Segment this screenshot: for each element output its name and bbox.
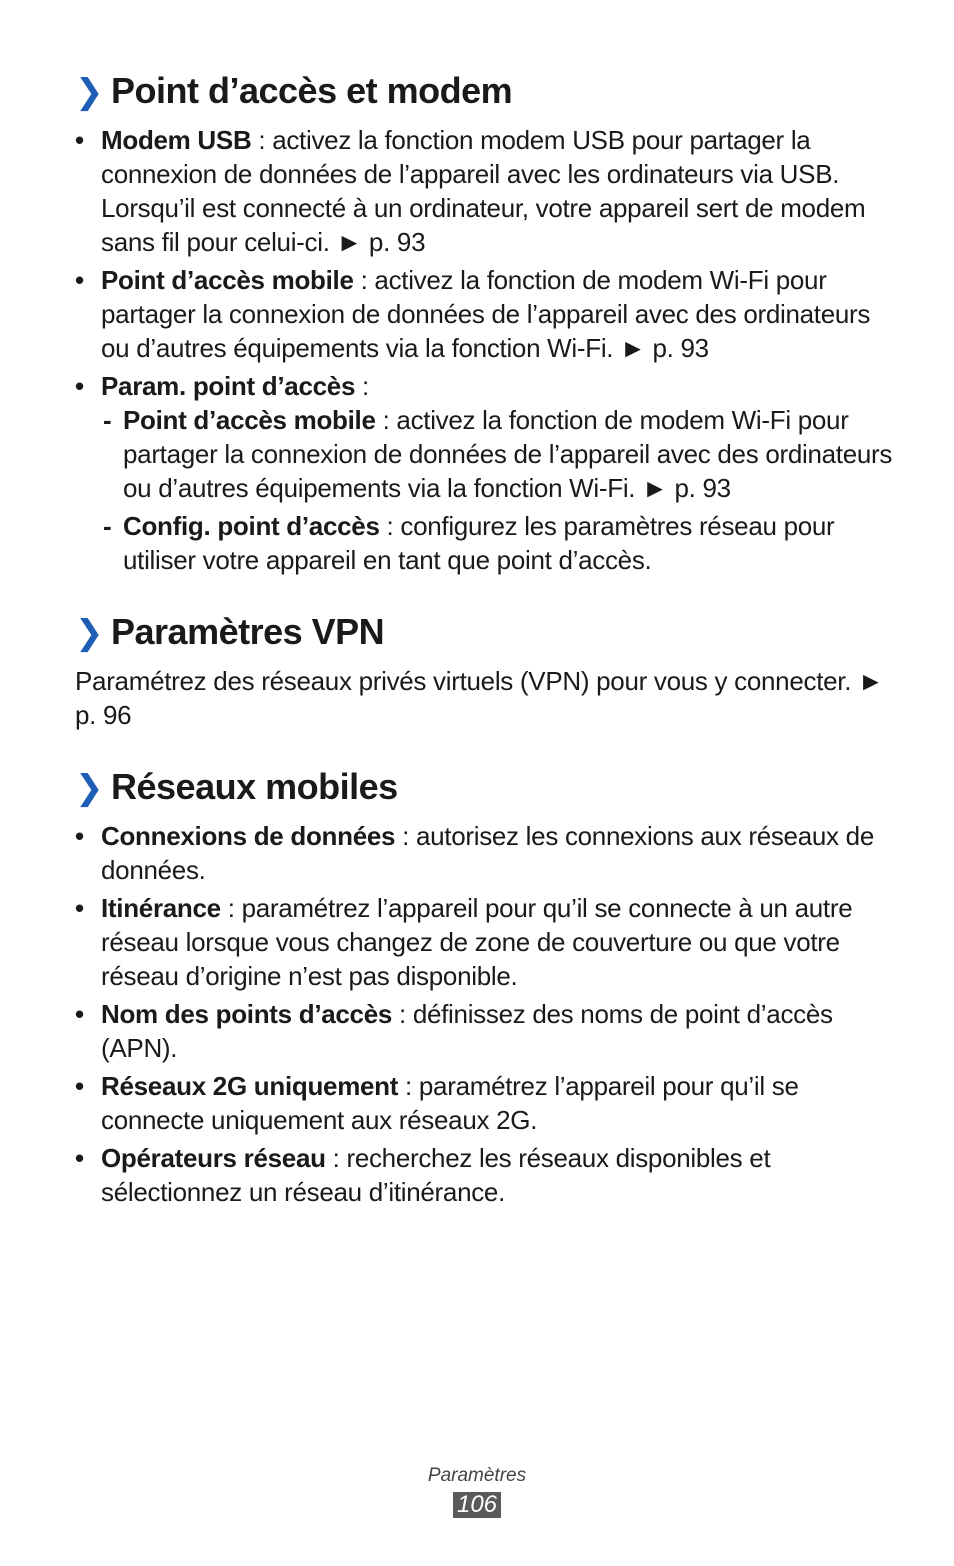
section-mobile-networks [75,762,895,1209]
chevron-right-icon: ❯ [75,614,103,652]
sub-list-item: - Config. point d’accès : configurez les paramètres réseau pour utiliser votre appareil en tant que point d’accès. [101,509,895,577]
list-item: • Modem USB : activez la fonction modem USB pour partager la connexion de données de l’appareil avec les ordinateurs via USB. Lorsqu’il est connecté à un ordinateur, votre appareil sert de modem sans fil pour celui-ci. ► p. 93 [75,123,895,259]
page-footer [0,1464,954,1518]
section-title: ❯ Point d’accès et modem [75,66,895,117]
sub-list [101,403,895,577]
list-item: • Itinérance : paramétrez l’appareil pour qu’il se connecte à un autre réseau lorsque vous changez de zone de couverture ou que votre réseau d’origine n’est pas disponible. [75,891,895,993]
section-title: ❯ Réseaux mobiles [75,762,895,813]
section-hotspot [75,66,895,577]
list-item: • Connexions de données : autorisez les connexions aux réseaux de données. [75,819,895,887]
list-item: • Param. point d’accès : - Point d’accès mobile : activez la fonction de modem Wi-Fi pour partager la connexion de données de l’appareil avec des ordinateurs ou d’autres équipements via la fonction Wi-Fi. ► p. 93 - Config. point d’accès : configurez les paramètres réseau pour utiliser votre appareil en tant que point d’accès. [75,369,895,577]
sub-list-item: - Point d’accès mobile : activez la fonction de modem Wi-Fi pour partager la connexion de données de l’appareil avec des ordinateurs ou d’autres équipements via la fonction Wi-Fi. ► p. 93 [101,403,895,505]
chevron-right-icon: ❯ [75,769,103,807]
bullet-list [75,123,895,577]
list-item: • Point d’accès mobile : activez la fonction de modem Wi-Fi pour partager la connexion de données de l’appareil avec des ordinateurs ou d’autres équipements via la fonction Wi-Fi. ► p. 93 [75,263,895,365]
list-item: • Réseaux 2G uniquement : paramétrez l’appareil pour qu’il se connecte uniquement aux réseaux 2G. [75,1069,895,1137]
page-number: 106 [453,1492,501,1518]
list-item: • Nom des points d’accès : définissez des noms de point d’accès (APN). [75,997,895,1065]
page-content [75,66,895,1239]
chevron-right-icon: ❯ [75,73,103,111]
section-vpn [75,607,895,732]
section-intro: Paramétrez des réseaux privés virtuels (VPN) pour vous y connecter. ► p. 96 [75,666,884,730]
footer-section-name: Paramètres [427,1465,527,1486]
section-title: ❯ Paramètres VPN [75,607,895,658]
bullet-list [75,819,895,1209]
list-item: • Opérateurs réseau : recherchez les réseaux disponibles et sélectionnez un réseau d’itinérance. [75,1141,895,1209]
